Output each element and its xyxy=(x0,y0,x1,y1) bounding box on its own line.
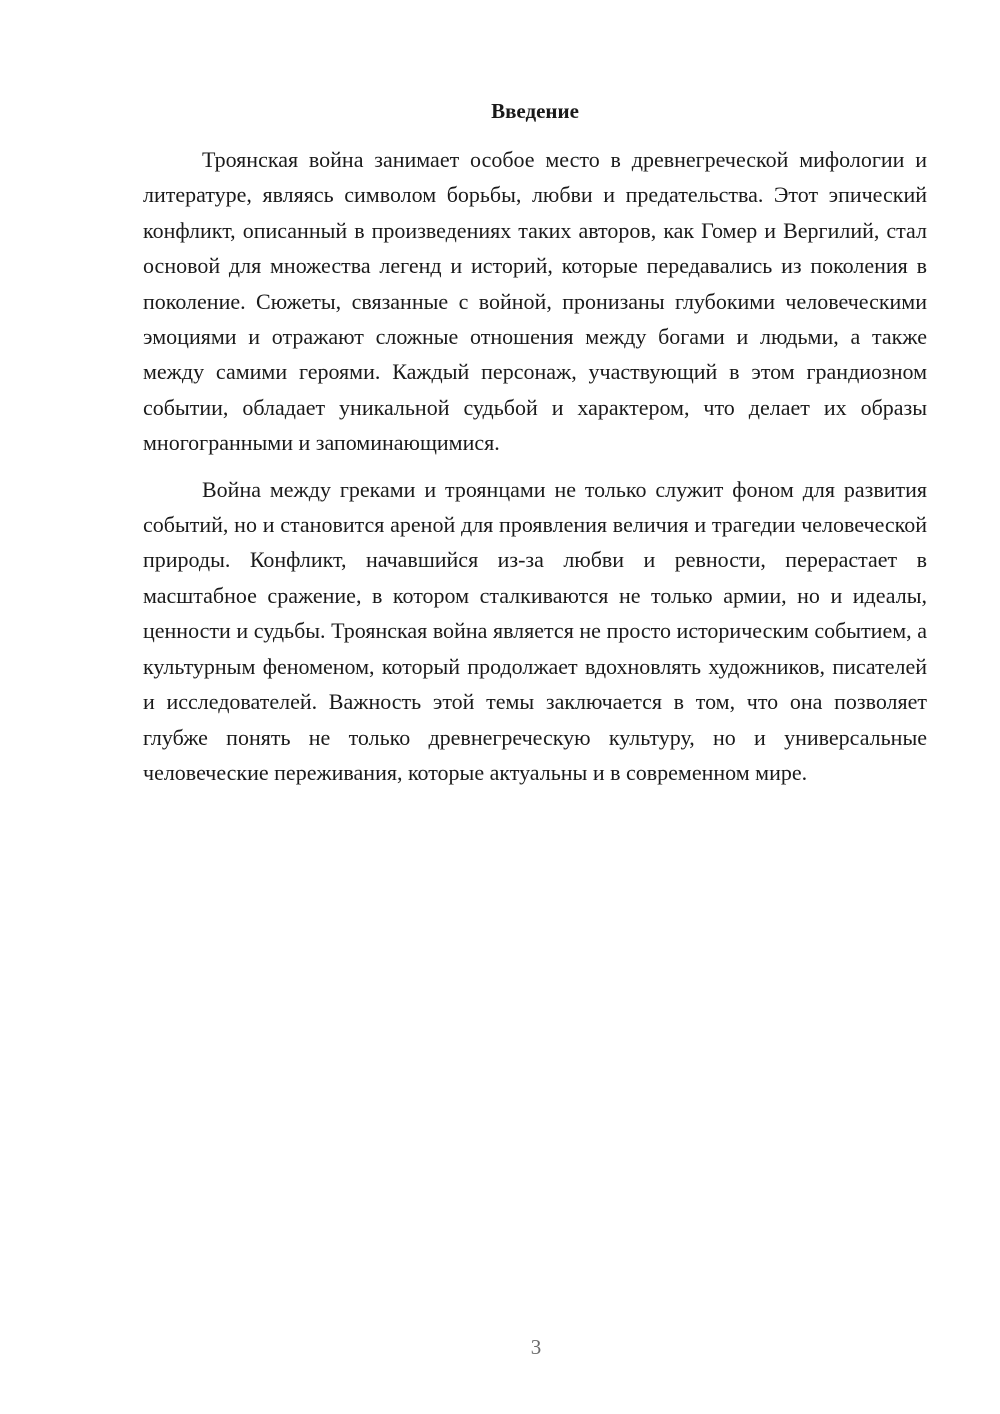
paragraph-1: Троянская война занимает особое место в древнегреческой мифологии и литературе, являясь символом борьбы, любви и предательства. Этот эпический конфликт, описанный в произведениях таких авторов, как Гомер и Вергилий, стал основой для множества легенд и историй, которые передавались из поколения в поколение. Сюжеты, связанные с войной, пронизаны глубокими человеческими эмоциями и отражают сложные отношения между богами и людьми, а также между самими героями. Каждый персонаж, участвующий в этом грандиозном событии, обладает уникальной судьбой и характером, что делает их образы многогранными и запоминающимися. xyxy=(143,147,927,456)
page-number: 3 xyxy=(530,1335,542,1359)
body-text xyxy=(143,142,927,801)
paragraph-2: Война между греками и троянцами не только служит фоном для развития событий, но и становится ареной для проявления величия и трагедии человеческой природы. Конфликт, начавшийся из-за любви и ревности, перерастает в масштабное сражение, в котором сталкиваются не только армии, но и идеалы, ценности и судьбы. Троянская война является не просто историческим событием, а культурным феноменом, который продолжает вдохновлять художников, писателей и исследователей. Важность этой темы заключается в том, что она позволяет глубже понять не только древнегреческую культуру, но и универсальные человеческие переживания, которые актуальны и в современном мире. xyxy=(143,476,927,785)
section-heading: Введение xyxy=(491,99,579,123)
